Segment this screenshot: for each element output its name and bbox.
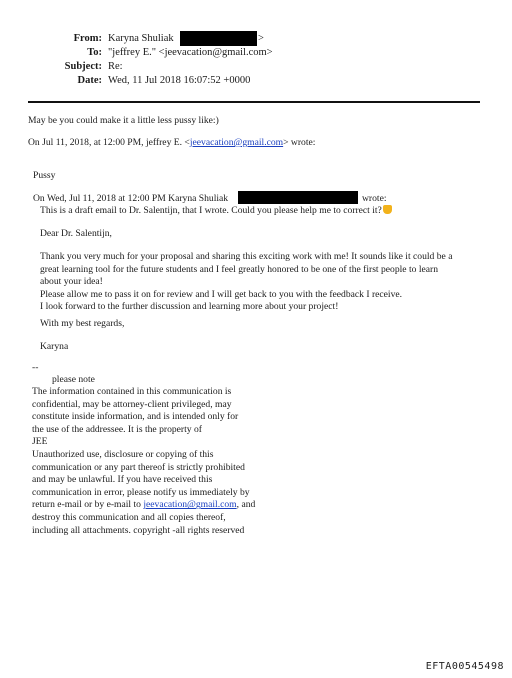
from-label: From:: [73, 33, 102, 44]
disclaimer-line: communication or any part thereof is strictly prohibited: [32, 461, 245, 473]
letter-p1-line-2: great learning tool for the future students and I feel greatly honored to be one of the first people to learn: [40, 263, 439, 275]
quote1-attribution: [28, 137, 315, 150]
disclaimer-line: constitute inside information, and is intended only for: [32, 411, 239, 423]
to-value: "jeffrey E." <jeevacation@gmail.com>: [108, 47, 273, 58]
document-id: EFTA00545498: [425, 661, 504, 672]
letter-closing: With my best regards,: [40, 318, 125, 329]
date-value: Wed, 11 Jul 2018 16:07:52 +0000: [108, 75, 251, 86]
quote1-prefix: On Jul 11, 2018, at 12:00 PM, jeffrey E. <: [28, 137, 190, 148]
disclaimer-line: including all attachments. copyright -all rights reserved: [32, 524, 245, 536]
subject-label: Subject:: [64, 61, 102, 72]
letter-signature: Karyna: [40, 341, 69, 352]
letter-p1-line-1: Thank you very much for your proposal and sharing this exciting work with me! It sounds like it could be a: [40, 251, 453, 262]
disclaimer-title: please note: [52, 374, 95, 385]
disclaimer-email-suffix: , and: [236, 499, 256, 511]
quote2-suffix: wrote:: [362, 193, 387, 204]
quote1-email-link[interactable]: jeevacation@gmail.com: [189, 137, 284, 148]
disclaimer-line: The information contained in this communication is: [32, 386, 232, 397]
letter-p2-line-2: I look forward to the further discussion and learning more about your project!: [40, 301, 339, 313]
disclaimer-body: [32, 386, 255, 537]
quote1-suffix: > wrote:: [283, 137, 316, 148]
folded-hands-icon: [383, 205, 392, 214]
quote2-prefix: On Wed, Jul 11, 2018 at 12:00 PM Karyna Shuliak: [33, 193, 229, 204]
disclaimer-email-prefix: return e-mail or by e-mail to: [32, 499, 144, 511]
reply-line: May be you could make it a little less pussy like:): [28, 115, 219, 126]
from-close: >: [258, 33, 264, 44]
subject-value: Re:: [108, 61, 123, 72]
disclaimer-line: Unauthorized use, disclosure or copying of this: [32, 448, 214, 460]
redaction-bar: [238, 191, 358, 204]
disclaimer-line: destroy this communication and all copies thereof,: [32, 511, 226, 523]
redaction-bar: [180, 31, 257, 46]
date-label: Date:: [77, 75, 102, 86]
letter-p1-line-3: about your idea!: [40, 276, 103, 288]
pussy-line: Pussy: [33, 170, 56, 181]
letter-paragraph-1: [40, 251, 452, 314]
to-label: To:: [87, 47, 102, 58]
signature-dashes: --: [32, 362, 39, 373]
draft-line: [40, 205, 392, 218]
disclaimer-line: JEE: [32, 436, 48, 448]
disclaimer-email-link[interactable]: jeevacation@gmail.com: [143, 499, 237, 511]
disclaimer-line: [32, 499, 255, 512]
letter-greeting: Dear Dr. Salentijn,: [40, 228, 112, 239]
draft-text: This is a draft email to Dr. Salentijn, that I wrote. Could you please help me to correct it?: [40, 205, 382, 216]
header-divider: [28, 101, 480, 103]
letter-p2-line-1: Please allow me to pass it on for review and I will get back to you with the feedback I receive.: [40, 288, 403, 300]
disclaimer-line: the use of the addressee. It is the property of: [32, 423, 202, 435]
disclaimer-line: communication in error, please notify us immediately by: [32, 486, 250, 498]
disclaimer-line: and may be unlawful. If you have received this: [32, 474, 213, 486]
from-name: Karyna Shuliak: [108, 33, 174, 44]
disclaimer-line: confidential, may be attorney-client privileged, may: [32, 398, 232, 410]
